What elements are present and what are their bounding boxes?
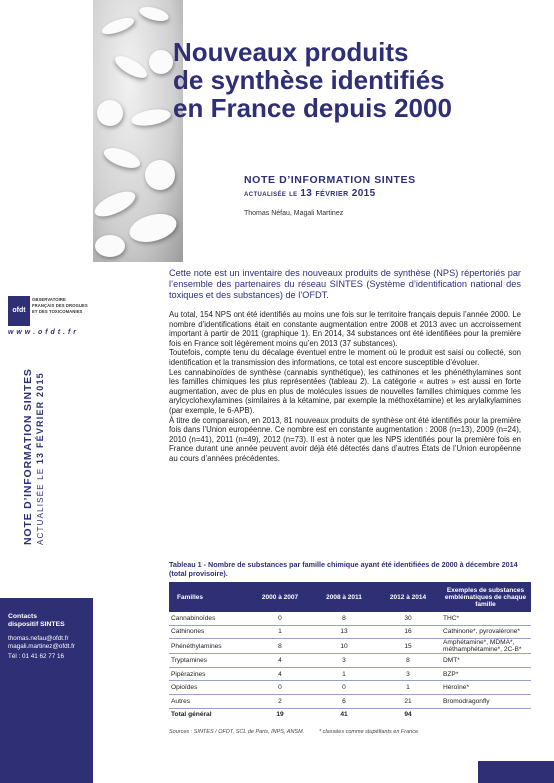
table-cell: Total général xyxy=(171,711,212,719)
logo-text: OBSERVATOIRE FRANÇAIS DES DROGUES ET DES TOXICOMANIES xyxy=(32,297,88,314)
logo-mark: ofdt xyxy=(8,296,30,326)
contacts-panel xyxy=(0,598,93,783)
table-cell: Pipérazines xyxy=(169,667,248,681)
table-cell: 1 xyxy=(376,681,440,695)
vertical-note-title xyxy=(22,368,45,545)
table-cell: 0 xyxy=(248,612,312,625)
table-cell: 1 xyxy=(248,625,312,639)
note-updated xyxy=(244,188,544,199)
table-cell: 10 xyxy=(312,639,376,654)
body-paragraph: Au total, 154 NPS ont été identifiés au moins une fois sur le territoire français depuis l’année 2000. Le nombre d’identifications était en constante augmentation entre 2008 et 2013 avec un accroissement important à partir de 2011 (graphique 1). En 2014, 34 substances ont été identifiées pour la première fois en France soit légèrement moins qu’en 2013 (37 substances). xyxy=(169,310,521,348)
header-cell: 2008 à 2011 xyxy=(312,582,376,612)
header-cell: Exemples de substances emblématiques de chaque famille xyxy=(440,582,531,612)
table-row xyxy=(169,612,531,625)
table-cell: 2 xyxy=(248,694,312,708)
header-cell: 2000 à 2007 xyxy=(248,582,312,612)
header-cell: Familles xyxy=(169,582,248,612)
contact-email[interactable]: magali.martinez@ofdt.fr xyxy=(8,643,75,650)
corner-block xyxy=(478,761,554,783)
table-cell: Phénéthylamines xyxy=(169,639,248,654)
vertical-note-heading: NOTE D’INFORMATION SINTES xyxy=(22,368,34,545)
ofdt-logo[interactable] xyxy=(8,296,86,342)
table-cell: 94 xyxy=(404,711,412,719)
table-cell: Autres xyxy=(169,694,248,708)
table-cell: 4 xyxy=(248,667,312,681)
table-cell: Bromodragonfly xyxy=(440,694,531,708)
vertical-updated-prefix: ACTUALISÉE LE xyxy=(36,467,45,545)
table-cell: BZP* xyxy=(440,667,531,681)
table-cell: THC* xyxy=(440,612,531,625)
table-cell: 4 xyxy=(248,654,312,668)
table-cell: 8 xyxy=(248,639,312,654)
vertical-updated-date: 13 FÉVRIER 2015 xyxy=(35,372,45,465)
table-cell: 13 xyxy=(312,625,376,639)
table-cell: DMT* xyxy=(440,654,531,668)
body-text xyxy=(169,310,521,464)
note-heading: NOTE D’INFORMATION SINTES xyxy=(244,174,416,186)
body-paragraph: Les cannabinoïdes de synthèse (cannabis synthétique), les cathinones et les phénéthylamines sont les familles chimiques les plus représentées (tableau 2). La catégorie « autres » est aussi en forte augmentation, avec de plus en plus de molécules issues de nouvelles familles chimiques comme les arylcyclohexylamines (similaires à la kétamine, par exemple la méthoxétamine) et les arylalkylamines (par exemple, le 6-APB). xyxy=(169,367,521,415)
table-row xyxy=(169,681,531,695)
body-paragraph: Toutefois, compte tenu du décalage éventuel entre le moment où le produit est saisi ou collecté, son identification et la transmission des informations, ce total est encore susceptible d’évoluer. xyxy=(169,348,521,367)
table-total-row xyxy=(169,708,531,721)
table-row xyxy=(169,625,531,639)
table-cell: 0 xyxy=(248,681,312,695)
table-row xyxy=(169,694,531,708)
table-cell: 0 xyxy=(312,681,376,695)
table-cell: 1 xyxy=(312,667,376,681)
table-cell xyxy=(440,708,531,721)
contact-email[interactable]: thomas.nefau@ofdt.fr xyxy=(8,635,69,642)
title-line: de synthèse identifiés xyxy=(173,65,445,95)
note-updated-prefix: actualisée le xyxy=(244,188,298,198)
vertical-note-updated xyxy=(35,368,45,545)
sources-text: Sources : SINTES / OFDT, SCL de Paris, INPS, ANSM. xyxy=(169,729,305,735)
header-cell: 2012 à 2014 xyxy=(376,582,440,612)
table-cell: Cannabinoïdes xyxy=(169,612,248,625)
contacts-title: Contacts xyxy=(8,613,38,620)
substances-table xyxy=(169,582,531,721)
table-cell: 3 xyxy=(312,654,376,668)
table-cell: 41 xyxy=(340,711,348,719)
table-cell: Héroïne* xyxy=(440,681,531,695)
table-row xyxy=(169,639,531,654)
table-cell: 30 xyxy=(376,612,440,625)
title-line: Nouveaux produits xyxy=(173,37,409,67)
table-cell: 8 xyxy=(376,654,440,668)
table-cell: 21 xyxy=(376,694,440,708)
logo-url: w w w . o f d t . f r xyxy=(8,329,77,336)
table-sources xyxy=(169,729,531,735)
table-cell: Amphétamine*, MDMA*, méthamphétamine*, 2C-B* xyxy=(440,639,531,654)
contact-phone: Tél : 01 41 62 77 16 xyxy=(8,653,65,660)
intro-paragraph: Cette note est un inventaire des nouveaux produits de synthèse (NPS) répertoriés par l’ensemble des partenaires du réseau SINTES (Système d’identification national des toxiques et des substances) de l’OFDT. xyxy=(169,268,521,300)
note-updated-date: 13 février 2015 xyxy=(300,188,376,199)
title-line: en France depuis 2000 xyxy=(173,93,452,123)
table-cell: 6 xyxy=(312,694,376,708)
table-header-row xyxy=(169,582,531,612)
footnote-text: * classées comme stupéfiants en France xyxy=(319,729,419,735)
table-cell: 8 xyxy=(312,612,376,625)
table-row xyxy=(169,667,531,681)
table-cell: 3 xyxy=(376,667,440,681)
table-caption: Tableau 1 - Nombre de substances par famille chimique ayant été identifiées de 2000 à décembre 2014 (total provisoire). xyxy=(169,560,518,578)
contacts-subtitle: dispositif SINTES xyxy=(8,621,65,628)
table-cell: Tryptamines xyxy=(169,654,248,668)
table-cell: 16 xyxy=(376,625,440,639)
table-cell: Opioïdes xyxy=(169,681,248,695)
pills-photo xyxy=(93,0,183,262)
body-paragraph: À titre de comparaison, en 2013, 81 nouveaux produits de synthèse ont été identifiés pour la première fois dans l’Union européenne. Ce nombre est en constante augmentation : 2008 (n=13), 2009 (n=24), 2010 (n=41), 2011 (n=49), 2012 (n=73). Il est à noter que les NPS identifiés pour la première fois en France durant une année peuvent avoir déjà été détectés dans d’autres États de l’Union européenne au cours d’années précédentes. xyxy=(169,415,521,463)
table-cell: Cathinones xyxy=(169,625,248,639)
table-cell: 15 xyxy=(376,639,440,654)
page-title xyxy=(173,38,533,122)
table-cell: 19 xyxy=(276,711,284,719)
contacts xyxy=(8,613,92,661)
table-cell: Cathinone*, pyrovalérone* xyxy=(440,625,531,639)
table-row xyxy=(169,654,531,668)
authors: Thomas Néfau, Magali Martinez xyxy=(244,210,344,217)
